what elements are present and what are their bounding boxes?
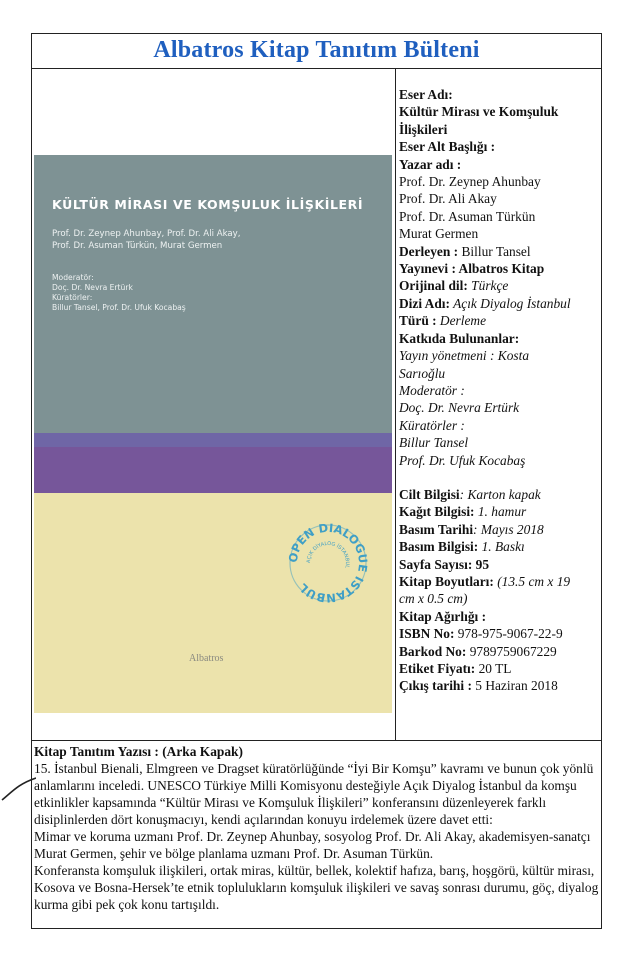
description-section [32,740,601,913]
bulletin-title: Albatros Kitap Tanıtım Bülteni [153,37,480,63]
description-heading: Kitap Tanıtım Yazısı : (Arka Kapak) [34,744,243,759]
orijinal-dil-label: Orijinal dil: [399,278,468,294]
cover-publisher: Albatros [189,653,224,664]
turu-value: Derleme [436,313,487,329]
orijinal-dil-line [399,277,601,294]
yazar-value: Prof. Dr. Asuman Türkün [399,208,536,224]
cover-authors [52,229,241,252]
cilt-label: Cilt Bilgisi [399,486,460,502]
katki-line: Billur Tansel [399,435,469,451]
basim-tarihi-line [399,521,601,538]
katki-line: Doç. Dr. Nevra Ertürk [399,400,520,416]
katkida-label: Katkıda Bulunanlar: [399,330,520,346]
book-cover-image [34,155,392,713]
bulletin-sheet [31,33,602,929]
boyut-label: Kitap Boyutları: [399,573,494,589]
fiyat-value: 20 TL [475,661,512,676]
barkod-label: Barkod No: [399,643,467,659]
cover-band-light [34,433,392,447]
cover-cell [32,68,395,740]
basim-bilgisi-value: 1. Baskı [478,539,525,555]
basim-tarihi-label: Basım Tarihi [399,521,474,537]
katki-line: Yayın yönetmeni : Kosta [399,348,530,364]
description-paragraph: 15. İstanbul Bienali, Elmgreen ve Dragset küratörlüğünde “İyi Bir Komşu” kavramı ve bunun çok yönlü anlamlarını inceledi. UNESCO Türkiye Milli Komisyonu desteğiyle Açık Diyalog İstanbul da komşu etkinlikler kapsamında “Kültür Mirası ve Komşuluk İlişkileri” konferansını düzenleyerek farklı disiplinlerden dört konuşmacıyı, kendi açılarından konuyu irdelemek üzere davet etti: [34,761,594,827]
katki-line: Küratörler : [399,417,465,433]
open-dialogue-istanbul-logo [286,521,370,605]
boyut-value: (13.5 cm x 19 [493,573,571,589]
cover-curators-names: Billur Tansel, Prof. Dr. Ufuk Kocabaş [52,303,186,312]
logo-outer-text: OPEN DIALOGUE ISTANBUL [286,521,370,605]
derleyen-value: Billur Tansel [458,243,531,259]
isbn-line [399,625,601,642]
eser-adi-value: İlişkileri [399,121,448,137]
cover-moderator-label: Moderatör: [52,273,94,282]
kagit-label: Kağıt Bilgisi: [399,504,475,520]
cover-authors-line: Prof. Dr. Zeynep Ahunbay, Prof. Dr. Ali Akay, [52,229,241,239]
cover-curators-label: Küratörler: [52,293,93,302]
turu-label: Türü : [399,313,437,329]
logo-inner-text: AÇIK DİYALOG İSTANBUL [305,540,351,569]
description-paragraph: Mimar ve koruma uzmanı Prof. Dr. Zeynep Ahunbay, sosyolog Prof. Dr. Ali Akay, akademisyen-sanatçı Murat Germen, şehir ve bölge planlama uzmanı Prof. Dr. Asuman Türkün. [34,829,591,861]
katki-line: Moderatör : [399,382,465,398]
kagit-value: 1. hamur [474,504,527,520]
alt-baslik-label: Eser Alt Başlığı : [399,139,496,155]
cover-title: KÜLTÜR MİRASI VE KOMŞULUK İLİŞKİLERİ [52,197,364,212]
eser-adi-label: Eser Adı: [399,87,453,102]
bulletin-header [32,34,601,69]
yayinevi-line: Yayınevi : Albatros Kitap [399,261,545,277]
barkod-line [399,643,601,660]
yazar-value: Murat Germen [399,226,479,242]
cover-band-purple [34,447,392,493]
cover-moderator-name: Doç. Dr. Nevra Ertürk [52,283,133,292]
spacer [399,469,601,486]
fiyat-label: Etiket Fiyatı: [399,661,476,676]
basim-tarihi-value: : Mayıs 2018 [473,521,544,537]
cilt-line [399,486,601,503]
derleyen-label: Derleyen : [399,243,459,259]
cilt-value: : Karton kapak [459,486,541,502]
margin-curve-mark [0,762,36,802]
eser-adi-value: Kültür Mirası ve Komşuluk [399,104,559,120]
cikis-value: 5 Haziran 2018 [471,678,558,694]
yazar-value: Prof. Dr. Ali Akay [399,191,497,207]
fiyat-line [399,660,601,677]
katki-line: Prof. Dr. Ufuk Kocabaş [399,452,526,468]
cover-authors-line: Prof. Dr. Asuman Türkün, Murat Germen [52,240,223,251]
description-paragraph: Konferansta komşuluk ilişkileri, ortak miras, kültür, bellek, kolektif hafıza, barış, hoşgörü, kültür mirası, Kosova ve Bosna-Hersek’te etnik toplulukların komşuluk ilişkileri ve savaş sonrası durumu, göç, diyalog kurma gibi pek çok konu tartışıldı. [34,863,599,912]
boyut-line [399,573,601,590]
book-info-cell [395,68,601,740]
cover-credits [52,273,186,313]
yazar-value: Prof. Dr. Zeynep Ahunbay [399,174,541,190]
boyut-value-cont: cm x 0.5 cm) [399,591,468,607]
book-details-row [32,68,601,741]
isbn-label: ISBN No: [399,626,455,642]
cikis-label: Çıkış tarihi : [399,678,472,694]
cikis-line [399,677,601,694]
dizi-label: Dizi Adı: [399,295,450,311]
dizi-value: Açık Diyalog İstanbul [449,295,571,311]
derleyen-line [399,243,601,260]
basim-bilgisi-label: Basım Bilgisi: [399,539,479,555]
turu-line [399,312,601,329]
sayfa-line: Sayfa Sayısı: 95 [399,556,490,572]
dizi-line [399,295,601,312]
isbn-value: 978-975-9067-22-9 [454,626,563,642]
orijinal-dil-value: Türkçe [467,278,509,294]
yazar-label: Yazar adı : [399,156,462,172]
katki-line: Sarıoğlu [399,365,446,381]
agirlik-label: Kitap Ağırlığı : [399,608,487,624]
kagit-line [399,503,601,520]
basim-bilgisi-line [399,538,601,555]
barkod-value: 9789759067229 [466,643,557,659]
